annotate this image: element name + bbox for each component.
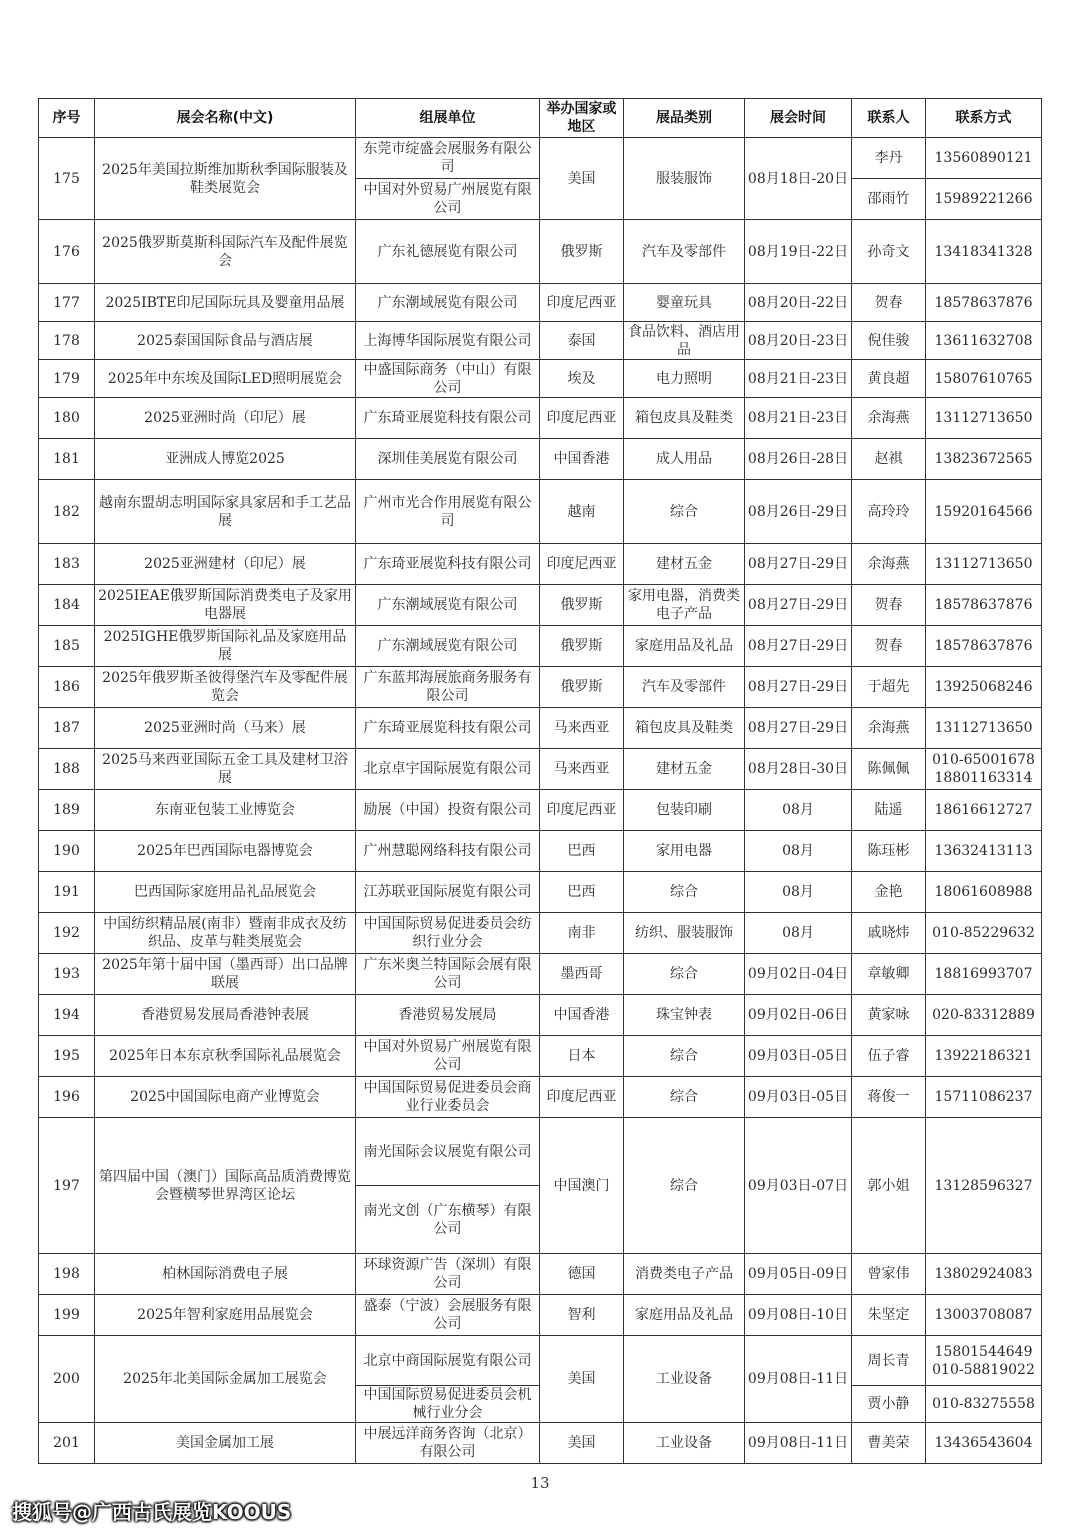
exhibition-time: 09月08日-10日 — [745, 1295, 852, 1336]
exhibition-time: 08月27日-29日 — [745, 667, 852, 708]
contact-person: 陈珏彬 — [852, 831, 926, 872]
table-row — [39, 1077, 1042, 1118]
contact-person: 曹美荣 — [852, 1423, 926, 1464]
exhibition-time: 09月08日-11日 — [745, 1336, 852, 1423]
row-number: 195 — [39, 1036, 95, 1077]
exhibition-name: 2025IEAE俄罗斯国际消费类电子及家用电器展 — [95, 585, 356, 626]
organizer: 广东琦亚展览科技有限公司 — [356, 708, 540, 749]
table-row — [39, 749, 1042, 790]
contact-phone: 020-83312889 — [926, 995, 1042, 1036]
exhibition-time: 08月18日-20日 — [745, 138, 852, 220]
contact-phone: 13611632708 — [926, 322, 1042, 360]
exhibit-category: 综合 — [624, 872, 745, 913]
exhibit-category: 工业设备 — [624, 1423, 745, 1464]
contact-person: 戚晓炜 — [852, 913, 926, 954]
contact-person: 郭小姐 — [852, 1118, 926, 1254]
exhibit-category: 成人用品 — [624, 439, 745, 480]
organizer: 广东潮域展览有限公司 — [356, 585, 540, 626]
contact-person: 贺春 — [852, 585, 926, 626]
contact-phone: 13112713650 — [926, 398, 1042, 439]
exhibit-category: 家用电器，消费类电子产品 — [624, 585, 745, 626]
contact-phone: 18578637876 — [926, 626, 1042, 667]
contact-phone: 15711086237 — [926, 1077, 1042, 1118]
exhibition-time: 08月27日-29日 — [745, 626, 852, 667]
organizer: 中国对外贸易广州展览有限公司 — [356, 1036, 540, 1077]
exhibition-time: 09月08日-11日 — [745, 1423, 852, 1464]
contact-person: 余海燕 — [852, 708, 926, 749]
exhibit-category: 箱包皮具及鞋类 — [624, 398, 745, 439]
table-row — [39, 626, 1042, 667]
host-country: 中国澳门 — [540, 1118, 624, 1254]
exhibition-time: 08月21日-23日 — [745, 398, 852, 439]
host-country: 中国香港 — [540, 995, 624, 1036]
exhibition-time: 08月 — [745, 872, 852, 913]
row-number: 193 — [39, 954, 95, 995]
organizer: 广东潮域展览有限公司 — [356, 284, 540, 322]
organizer: 中盛国际商务（中山）有限公司 — [356, 360, 540, 398]
contact-person: 高玲玲 — [852, 480, 926, 544]
exhibition-name: 2025年巴西国际电器博览会 — [95, 831, 356, 872]
contact-phone: 15989221266 — [926, 179, 1042, 220]
contact-person: 贺春 — [852, 626, 926, 667]
organizer: 上海博华国际展览有限公司 — [356, 322, 540, 360]
exhibition-time: 08月27日-29日 — [745, 585, 852, 626]
table-row — [39, 322, 1042, 360]
exhibition-time: 09月03日-05日 — [745, 1077, 852, 1118]
exhibition-name: 2025IGHE俄罗斯国际礼品及家庭用品展 — [95, 626, 356, 667]
table-body — [39, 138, 1042, 1464]
table-row — [39, 1423, 1042, 1464]
row-number: 183 — [39, 544, 95, 585]
exhibition-name: 2025年美国拉斯维加斯秋季国际服装及鞋类展览会 — [95, 138, 356, 220]
host-country: 日本 — [540, 1036, 624, 1077]
exhibition-name: 2025年北美国际金属加工展览会 — [95, 1336, 356, 1423]
page-number: 13 — [530, 1474, 550, 1492]
table-row — [39, 1036, 1042, 1077]
organizer: 香港贸易发展局 — [356, 995, 540, 1036]
row-number: 176 — [39, 220, 95, 284]
host-country: 俄罗斯 — [540, 626, 624, 667]
exhibit-category: 婴童玩具 — [624, 284, 745, 322]
table-row — [39, 585, 1042, 626]
exhibition-time: 08月19日-22日 — [745, 220, 852, 284]
host-country: 俄罗斯 — [540, 585, 624, 626]
host-country: 美国 — [540, 1336, 624, 1423]
row-number: 196 — [39, 1077, 95, 1118]
organizer: 深圳佳美展览有限公司 — [356, 439, 540, 480]
row-number: 201 — [39, 1423, 95, 1464]
host-country: 智利 — [540, 1295, 624, 1336]
organizer: 广东礼德展览有限公司 — [356, 220, 540, 284]
contact-phone: 13925068246 — [926, 667, 1042, 708]
host-country: 德国 — [540, 1254, 624, 1295]
contact-person: 贾小静 — [852, 1386, 926, 1423]
table-row — [39, 398, 1042, 439]
contact-phone: 15807610765 — [926, 360, 1042, 398]
contact-phone: 18578637876 — [926, 585, 1042, 626]
contact-phone: 13802924083 — [926, 1254, 1042, 1295]
organizer: 盛泰（宁波）会展服务有限公司 — [356, 1295, 540, 1336]
exhibition-time: 08月21日-23日 — [745, 360, 852, 398]
organizer: 中国对外贸易广州展览有限公司 — [356, 179, 540, 220]
exhibition-name: 2025泰国国际食品与酒店展 — [95, 322, 356, 360]
host-country: 马来西亚 — [540, 708, 624, 749]
exhibit-category: 家庭用品及礼品 — [624, 626, 745, 667]
row-number: 182 — [39, 480, 95, 544]
contact-person: 黄良超 — [852, 360, 926, 398]
row-number: 189 — [39, 790, 95, 831]
row-number: 198 — [39, 1254, 95, 1295]
exhibition-name: 2025亚洲建材（印尼）展 — [95, 544, 356, 585]
contact-phone: 18578637876 — [926, 284, 1042, 322]
contact-person: 贺春 — [852, 284, 926, 322]
exhibit-category: 家用电器 — [624, 831, 745, 872]
exhibition-name: 2025IBTE印尼国际玩具及婴童用品展 — [95, 284, 356, 322]
contact-phone: 13418341328 — [926, 220, 1042, 284]
exhibition-time: 09月02日-06日 — [745, 995, 852, 1036]
organizer: 广州市光合作用展览有限公司 — [356, 480, 540, 544]
contact-phone: 18616612727 — [926, 790, 1042, 831]
exhibition-table — [38, 98, 1042, 1464]
table-row — [39, 480, 1042, 544]
contact-person: 蒋俊一 — [852, 1077, 926, 1118]
contact-phone: 13823672565 — [926, 439, 1042, 480]
row-number: 180 — [39, 398, 95, 439]
host-country: 俄罗斯 — [540, 220, 624, 284]
exhibition-time: 09月03日-07日 — [745, 1118, 852, 1254]
row-number: 185 — [39, 626, 95, 667]
table-row — [39, 220, 1042, 284]
exhibition-name: 2025年中东埃及国际LED照明展览会 — [95, 360, 356, 398]
contact-phone: 13436543604 — [926, 1423, 1042, 1464]
organizer: 东莞市绽盛会展服务有限公司 — [356, 138, 540, 179]
contact-phone: 15801544649 010-58819022 — [926, 1336, 1042, 1386]
row-number: 197 — [39, 1118, 95, 1254]
organizer: 中国国际贸易促进委员会机械行业分会 — [356, 1386, 540, 1423]
row-number: 187 — [39, 708, 95, 749]
contact-person: 于超先 — [852, 667, 926, 708]
contact-person: 伍子睿 — [852, 1036, 926, 1077]
table-row — [39, 790, 1042, 831]
contact-phone: 13112713650 — [926, 544, 1042, 585]
exhibition-name: 2025俄罗斯莫斯科国际汽车及配件展览会 — [95, 220, 356, 284]
exhibit-category: 箱包皮具及鞋类 — [624, 708, 745, 749]
exhibition-time: 08月20日-22日 — [745, 284, 852, 322]
organizer: 广东琦亚展览科技有限公司 — [356, 398, 540, 439]
contact-phone: 18061608988 — [926, 872, 1042, 913]
row-number: 192 — [39, 913, 95, 954]
exhibit-category: 综合 — [624, 1118, 745, 1254]
organizer: 广东潮域展览有限公司 — [356, 626, 540, 667]
contact-person: 李丹 — [852, 138, 926, 179]
exhibition-time: 08月27日-29日 — [745, 708, 852, 749]
row-number: 179 — [39, 360, 95, 398]
organizer: 中国国际贸易促进委员会纺织行业分会 — [356, 913, 540, 954]
contact-phone: 13112713650 — [926, 708, 1042, 749]
organizer: 江苏联亚国际展览有限公司 — [356, 872, 540, 913]
organizer: 中展远洋商务咨询（北京）有限公司 — [356, 1423, 540, 1464]
host-country: 印度尼西亚 — [540, 544, 624, 585]
table-row — [39, 360, 1042, 398]
table-row — [39, 667, 1042, 708]
contact-phone: 010-85229632 — [926, 913, 1042, 954]
header-category: 展品类别 — [624, 99, 745, 138]
exhibition-name: 2025年日本东京秋季国际礼品展览会 — [95, 1036, 356, 1077]
contact-phone: 13632413113 — [926, 831, 1042, 872]
exhibition-time: 08月26日-28日 — [745, 439, 852, 480]
exhibit-category: 汽车及零部件 — [624, 220, 745, 284]
exhibition-name: 亚洲成人博览2025 — [95, 439, 356, 480]
table-row — [39, 913, 1042, 954]
table-row — [39, 1295, 1042, 1336]
contact-person: 孙奇文 — [852, 220, 926, 284]
exhibition-name: 2025亚洲时尚（印尼）展 — [95, 398, 356, 439]
table-row — [39, 138, 1042, 179]
exhibition-name: 2025年俄罗斯圣彼得堡汽车及零配件展览会 — [95, 667, 356, 708]
row-number: 177 — [39, 284, 95, 322]
table-row — [39, 708, 1042, 749]
host-country: 印度尼西亚 — [540, 284, 624, 322]
row-number: 191 — [39, 872, 95, 913]
exhibition-time: 08月26日-29日 — [745, 480, 852, 544]
row-number: 188 — [39, 749, 95, 790]
contact-person: 余海燕 — [852, 398, 926, 439]
host-country: 印度尼西亚 — [540, 790, 624, 831]
host-country: 美国 — [540, 1423, 624, 1464]
row-number: 184 — [39, 585, 95, 626]
row-number: 199 — [39, 1295, 95, 1336]
table-row — [39, 872, 1042, 913]
host-country: 埃及 — [540, 360, 624, 398]
host-country: 美国 — [540, 138, 624, 220]
organizer: 广东米奥兰特国际会展有限公司 — [356, 954, 540, 995]
organizer: 广东琦亚展览科技有限公司 — [356, 544, 540, 585]
contact-phone: 010-65001678 18801163314 — [926, 749, 1042, 790]
host-country: 泰国 — [540, 322, 624, 360]
row-number: 181 — [39, 439, 95, 480]
table-row — [39, 995, 1042, 1036]
table-row — [39, 439, 1042, 480]
exhibition-name: 巴西国际家庭用品礼品展览会 — [95, 872, 356, 913]
exhibition-time: 08月 — [745, 913, 852, 954]
header-phone: 联系方式 — [926, 99, 1042, 138]
host-country: 南非 — [540, 913, 624, 954]
host-country: 巴西 — [540, 872, 624, 913]
exhibition-time: 08月20日-23日 — [745, 322, 852, 360]
header-organizer: 组展单位 — [356, 99, 540, 138]
exhibit-category: 服装服饰 — [624, 138, 745, 220]
exhibition-time: 08月 — [745, 831, 852, 872]
exhibition-name: 2025亚洲时尚（马来）展 — [95, 708, 356, 749]
exhibit-category: 汽车及零部件 — [624, 667, 745, 708]
watermark: 搜狐号@广西古氏展览KOOUS — [12, 1500, 292, 1524]
exhibit-category: 食品饮料、酒店用品 — [624, 322, 745, 360]
organizer: 环球资源广告（深圳）有限公司 — [356, 1254, 540, 1295]
exhibition-time: 09月02日-04日 — [745, 954, 852, 995]
contact-person: 陈佩佩 — [852, 749, 926, 790]
row-number: 194 — [39, 995, 95, 1036]
exhibit-category: 综合 — [624, 1077, 745, 1118]
contact-person: 朱坚定 — [852, 1295, 926, 1336]
exhibition-time: 08月 — [745, 790, 852, 831]
contact-phone: 18816993707 — [926, 954, 1042, 995]
exhibit-category: 家庭用品及礼品 — [624, 1295, 745, 1336]
table-row — [39, 284, 1042, 322]
organizer: 北京卓宇国际展览有限公司 — [356, 749, 540, 790]
exhibition-time: 08月27日-29日 — [745, 544, 852, 585]
header-time: 展会时间 — [745, 99, 852, 138]
header-name: 展会名称(中文) — [95, 99, 356, 138]
contact-person: 倪佳骏 — [852, 322, 926, 360]
exhibition-name: 柏林国际消费电子展 — [95, 1254, 356, 1295]
organizer: 南光国际会议展览有限公司 — [356, 1118, 540, 1186]
host-country: 俄罗斯 — [540, 667, 624, 708]
organizer: 南光文创（广东横琴）有限公司 — [356, 1186, 540, 1254]
contact-person: 章敏卿 — [852, 954, 926, 995]
row-number: 175 — [39, 138, 95, 220]
row-number: 190 — [39, 831, 95, 872]
contact-person: 曾家伟 — [852, 1254, 926, 1295]
header-country: 举办国家或地区 — [540, 99, 624, 138]
host-country: 中国香港 — [540, 439, 624, 480]
host-country: 印度尼西亚 — [540, 1077, 624, 1118]
exhibition-name: 第四届中国（澳门）国际高品质消费博览会暨横琴世界湾区论坛 — [95, 1118, 356, 1254]
contact-phone: 13560890121 — [926, 138, 1042, 179]
exhibition-name: 中国纺织精品展(南非）暨南非成衣及纺织品、皮革与鞋类展览会 — [95, 913, 356, 954]
exhibition-name: 东南亚包装工业博览会 — [95, 790, 356, 831]
contact-phone: 13003708087 — [926, 1295, 1042, 1336]
host-country: 巴西 — [540, 831, 624, 872]
header-row — [39, 99, 1042, 138]
contact-phone: 13922186321 — [926, 1036, 1042, 1077]
organizer: 广州慧聪网络科技有限公司 — [356, 831, 540, 872]
organizer: 励展（中国）投资有限公司 — [356, 790, 540, 831]
exhibition-time: 09月05日-09日 — [745, 1254, 852, 1295]
row-number: 200 — [39, 1336, 95, 1423]
exhibit-category: 建材五金 — [624, 749, 745, 790]
exhibit-category: 综合 — [624, 954, 745, 995]
exhibit-category: 电力照明 — [624, 360, 745, 398]
exhibition-name: 越南东盟胡志明国际家具家居和手工艺品展 — [95, 480, 356, 544]
exhibition-time: 08月28日-30日 — [745, 749, 852, 790]
table-row — [39, 1118, 1042, 1186]
exhibit-category: 综合 — [624, 1036, 745, 1077]
exhibition-name: 美国金属加工展 — [95, 1423, 356, 1464]
host-country: 马来西亚 — [540, 749, 624, 790]
header-contact: 联系人 — [852, 99, 926, 138]
exhibit-category: 纺织、服装服饰 — [624, 913, 745, 954]
contact-person: 陆遥 — [852, 790, 926, 831]
host-country: 越南 — [540, 480, 624, 544]
table-row — [39, 544, 1042, 585]
contact-person: 周长青 — [852, 1336, 926, 1386]
organizer: 中国国际贸易促进委员会商业行业委员会 — [356, 1077, 540, 1118]
exhibition-time: 09月03日-05日 — [745, 1036, 852, 1077]
contact-phone: 15920164566 — [926, 480, 1042, 544]
exhibition-name: 香港贸易发展局香港钟表展 — [95, 995, 356, 1036]
contact-person: 余海燕 — [852, 544, 926, 585]
table-row — [39, 1254, 1042, 1295]
exhibition-name: 2025年智利家庭用品展览会 — [95, 1295, 356, 1336]
organizer: 广东蓝邦海展旅商务服务有限公司 — [356, 667, 540, 708]
exhibit-category: 工业设备 — [624, 1336, 745, 1423]
exhibit-category: 包装印刷 — [624, 790, 745, 831]
exhibition-name: 2025中国国际电商产业博览会 — [95, 1077, 356, 1118]
exhibition-name: 2025年第十届中国（墨西哥）出口品牌联展 — [95, 954, 356, 995]
table-row — [39, 1336, 1042, 1386]
header-no: 序号 — [39, 99, 95, 138]
row-number: 186 — [39, 667, 95, 708]
contact-person: 金艳 — [852, 872, 926, 913]
contact-person: 邵雨竹 — [852, 179, 926, 220]
host-country: 墨西哥 — [540, 954, 624, 995]
host-country: 印度尼西亚 — [540, 398, 624, 439]
row-number: 178 — [39, 322, 95, 360]
contact-person: 黄家咏 — [852, 995, 926, 1036]
contact-person: 赵祺 — [852, 439, 926, 480]
table-row — [39, 831, 1042, 872]
contact-phone: 13128596327 — [926, 1118, 1042, 1254]
organizer: 北京中商国际展览有限公司 — [356, 1336, 540, 1386]
contact-phone: 010-83275558 — [926, 1386, 1042, 1423]
table-row — [39, 954, 1042, 995]
exhibit-category: 建材五金 — [624, 544, 745, 585]
exhibit-category: 珠宝钟表 — [624, 995, 745, 1036]
exhibit-category: 综合 — [624, 480, 745, 544]
exhibition-name: 2025马来西亚国际五金工具及建材卫浴展 — [95, 749, 356, 790]
exhibit-category: 消费类电子产品 — [624, 1254, 745, 1295]
